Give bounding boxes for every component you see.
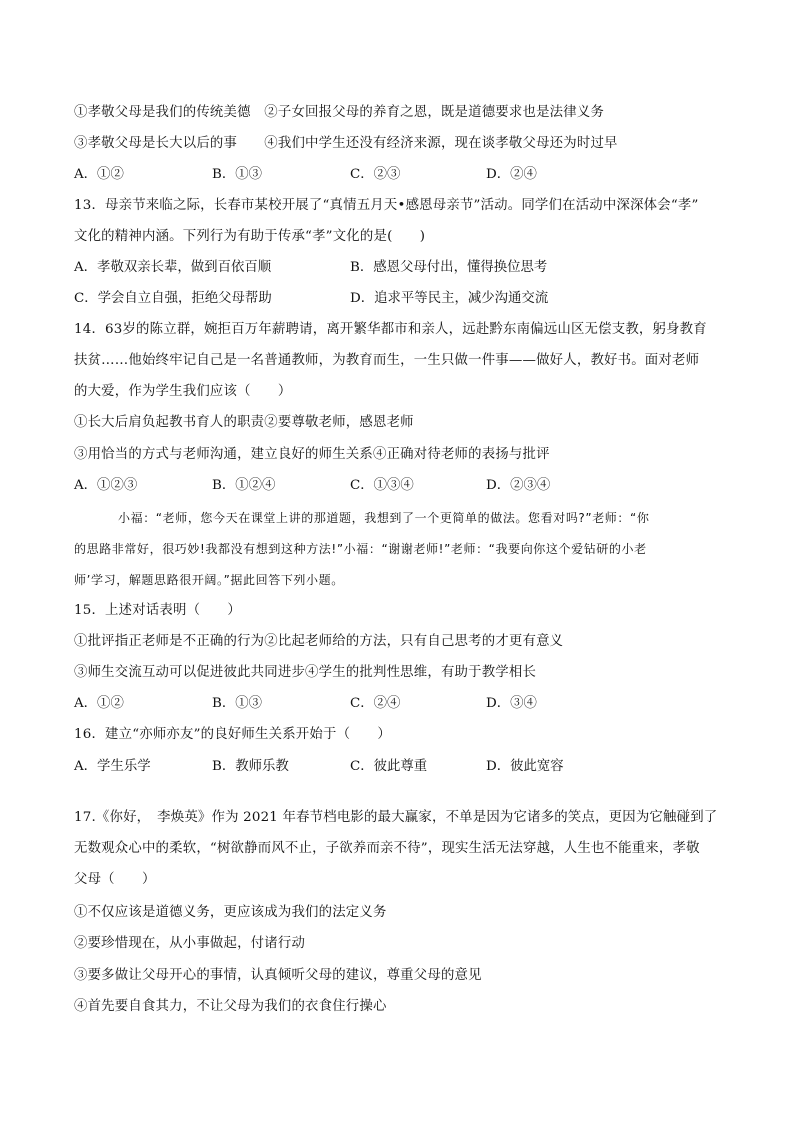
passage-line-1: 小福：“老师，您今天在课堂上讲的那道题，我想到了一个更简单的做法。您看对吗?”老师：“你 xyxy=(118,511,650,525)
q13-stem-line-2: 文化的精神内涵。下列行为有助于传承“孝”文化的是( ) xyxy=(74,229,426,244)
q14-option-d[interactable]: D．②③④ xyxy=(486,478,551,493)
q13-option-a[interactable]: A．孝敬双亲长辈，做到百依百顺 xyxy=(74,260,272,275)
q17-statement-1: ①不仅应该是道德义务，更应该成为我们的法定义务 xyxy=(74,905,387,920)
q16-option-b[interactable]: B．教师乐教 xyxy=(212,759,289,774)
q14-option-b[interactable]: B．①②④ xyxy=(212,478,276,493)
q17-statement-2: ②要珍惜现在，从小事做起，付诸行动 xyxy=(74,936,306,951)
q13-option-c[interactable]: C．学会自立自强，拒绝父母帮助 xyxy=(74,291,272,306)
q12-option-c[interactable]: C．②③ xyxy=(350,167,401,182)
q16-option-d[interactable]: D．彼此宽容 xyxy=(486,759,564,774)
q13-option-b[interactable]: B．感恩父母付出，懂得换位思考 xyxy=(350,260,548,275)
q15-stem: 15．上述对话表明（ ） xyxy=(74,603,241,618)
q17-stem-line-1: 17.《你好， 李焕英》作为 2021 年春节档电影的最大赢家，不单是因为它诸多的笑点，更因为它触碰到了 xyxy=(74,810,718,825)
q17-statement-3: ③要多做让父母开心的事情，认真倾听父母的建议，尊重父母的意见 xyxy=(74,968,482,983)
q12-statement-1-2: ①孝敬父母是我们的传统美德 ②子女回报父母的养育之恩，既是道德要求也是法律义务 xyxy=(74,105,605,120)
q16-stem: 16．建立“亦师亦友”的良好师生关系开始于（ ） xyxy=(74,727,391,742)
q14-statement-1-2: ①长大后肩负起教书育人的职责②要尊敬老师，感恩老师 xyxy=(74,415,414,430)
q15-option-d[interactable]: D．③④ xyxy=(486,696,537,711)
q14-stem-line-2: 扶贫……他始终牢记自己是一名普通教师，为教育而生，一生只做一件事——做好人，教好书。面对老师 xyxy=(74,353,700,368)
q17-stem-line-3: 父母（ ） xyxy=(74,872,156,887)
q15-option-c[interactable]: C．②④ xyxy=(350,696,401,711)
q15-statement-1-2: ①批评指正老师是不正确的行为②比起老师给的方法，只有自己思考的才更有意义 xyxy=(74,634,564,649)
q15-statement-3-4: ③师生交流互动可以促进彼此共同进步④学生的批判性思维，有助于教学相长 xyxy=(74,665,537,680)
q17-stem-line-2: 无数观众心中的柔软，“树欲静而风不止，子欲养而亲不待”，现实生活无法穿越，人生也不能重来，孝敬 xyxy=(74,841,700,856)
q12-option-d[interactable]: D．②④ xyxy=(486,167,537,182)
q14-stem-line-3: 的大爱，作为学生我们应该（ ） xyxy=(74,384,292,399)
q16-option-a[interactable]: A．学生乐学 xyxy=(74,759,151,774)
q14-statement-3-4: ③用恰当的方式与老师沟通，建立良好的师生关系④正确对待老师的表扬与批评 xyxy=(74,447,550,462)
q15-option-a[interactable]: A．①② xyxy=(74,696,124,711)
q15-option-b[interactable]: B．①③ xyxy=(212,696,263,711)
passage-line-3: 师’学习，解题思路很开阔。”据此回答下列小题。 xyxy=(74,573,344,587)
q12-statement-3-4: ③孝敬父母是长大以后的事 ④我们中学生还没有经济来源，现在谈孝敬父母还为时过早 xyxy=(74,136,618,151)
q14-stem-line-1: 14．63岁的陈立群，婉拒百万年薪聘请，离开繁华都市和亲人，远赴黔东南偏远山区无偿支教，躬身教育 xyxy=(74,322,707,337)
q14-option-a[interactable]: A．①②③ xyxy=(74,478,138,493)
q17-statement-4: ④首先要自食其力，不让父母为我们的衣食住行操心 xyxy=(74,999,387,1014)
passage-line-2: 的思路非常好，很巧妙!我都没有想到这种方法!”小福：“谢谢老师!”老师：“我要向你这个爱钻研的小老 xyxy=(74,542,647,556)
q12-option-a[interactable]: A．①② xyxy=(74,167,124,182)
q13-stem-line-1: 13．母亲节来临之际，长春市某校开展了“真情五月天•感恩母亲节”活动。同学们在活动中深深体会“孝” xyxy=(74,198,699,213)
q13-option-d[interactable]: D．追求平等民主，减少沟通交流 xyxy=(350,291,549,306)
q14-option-c[interactable]: C．①③④ xyxy=(350,478,414,493)
q16-option-c[interactable]: C．彼此尊重 xyxy=(350,759,428,774)
q12-option-b[interactable]: B．①③ xyxy=(212,167,263,182)
